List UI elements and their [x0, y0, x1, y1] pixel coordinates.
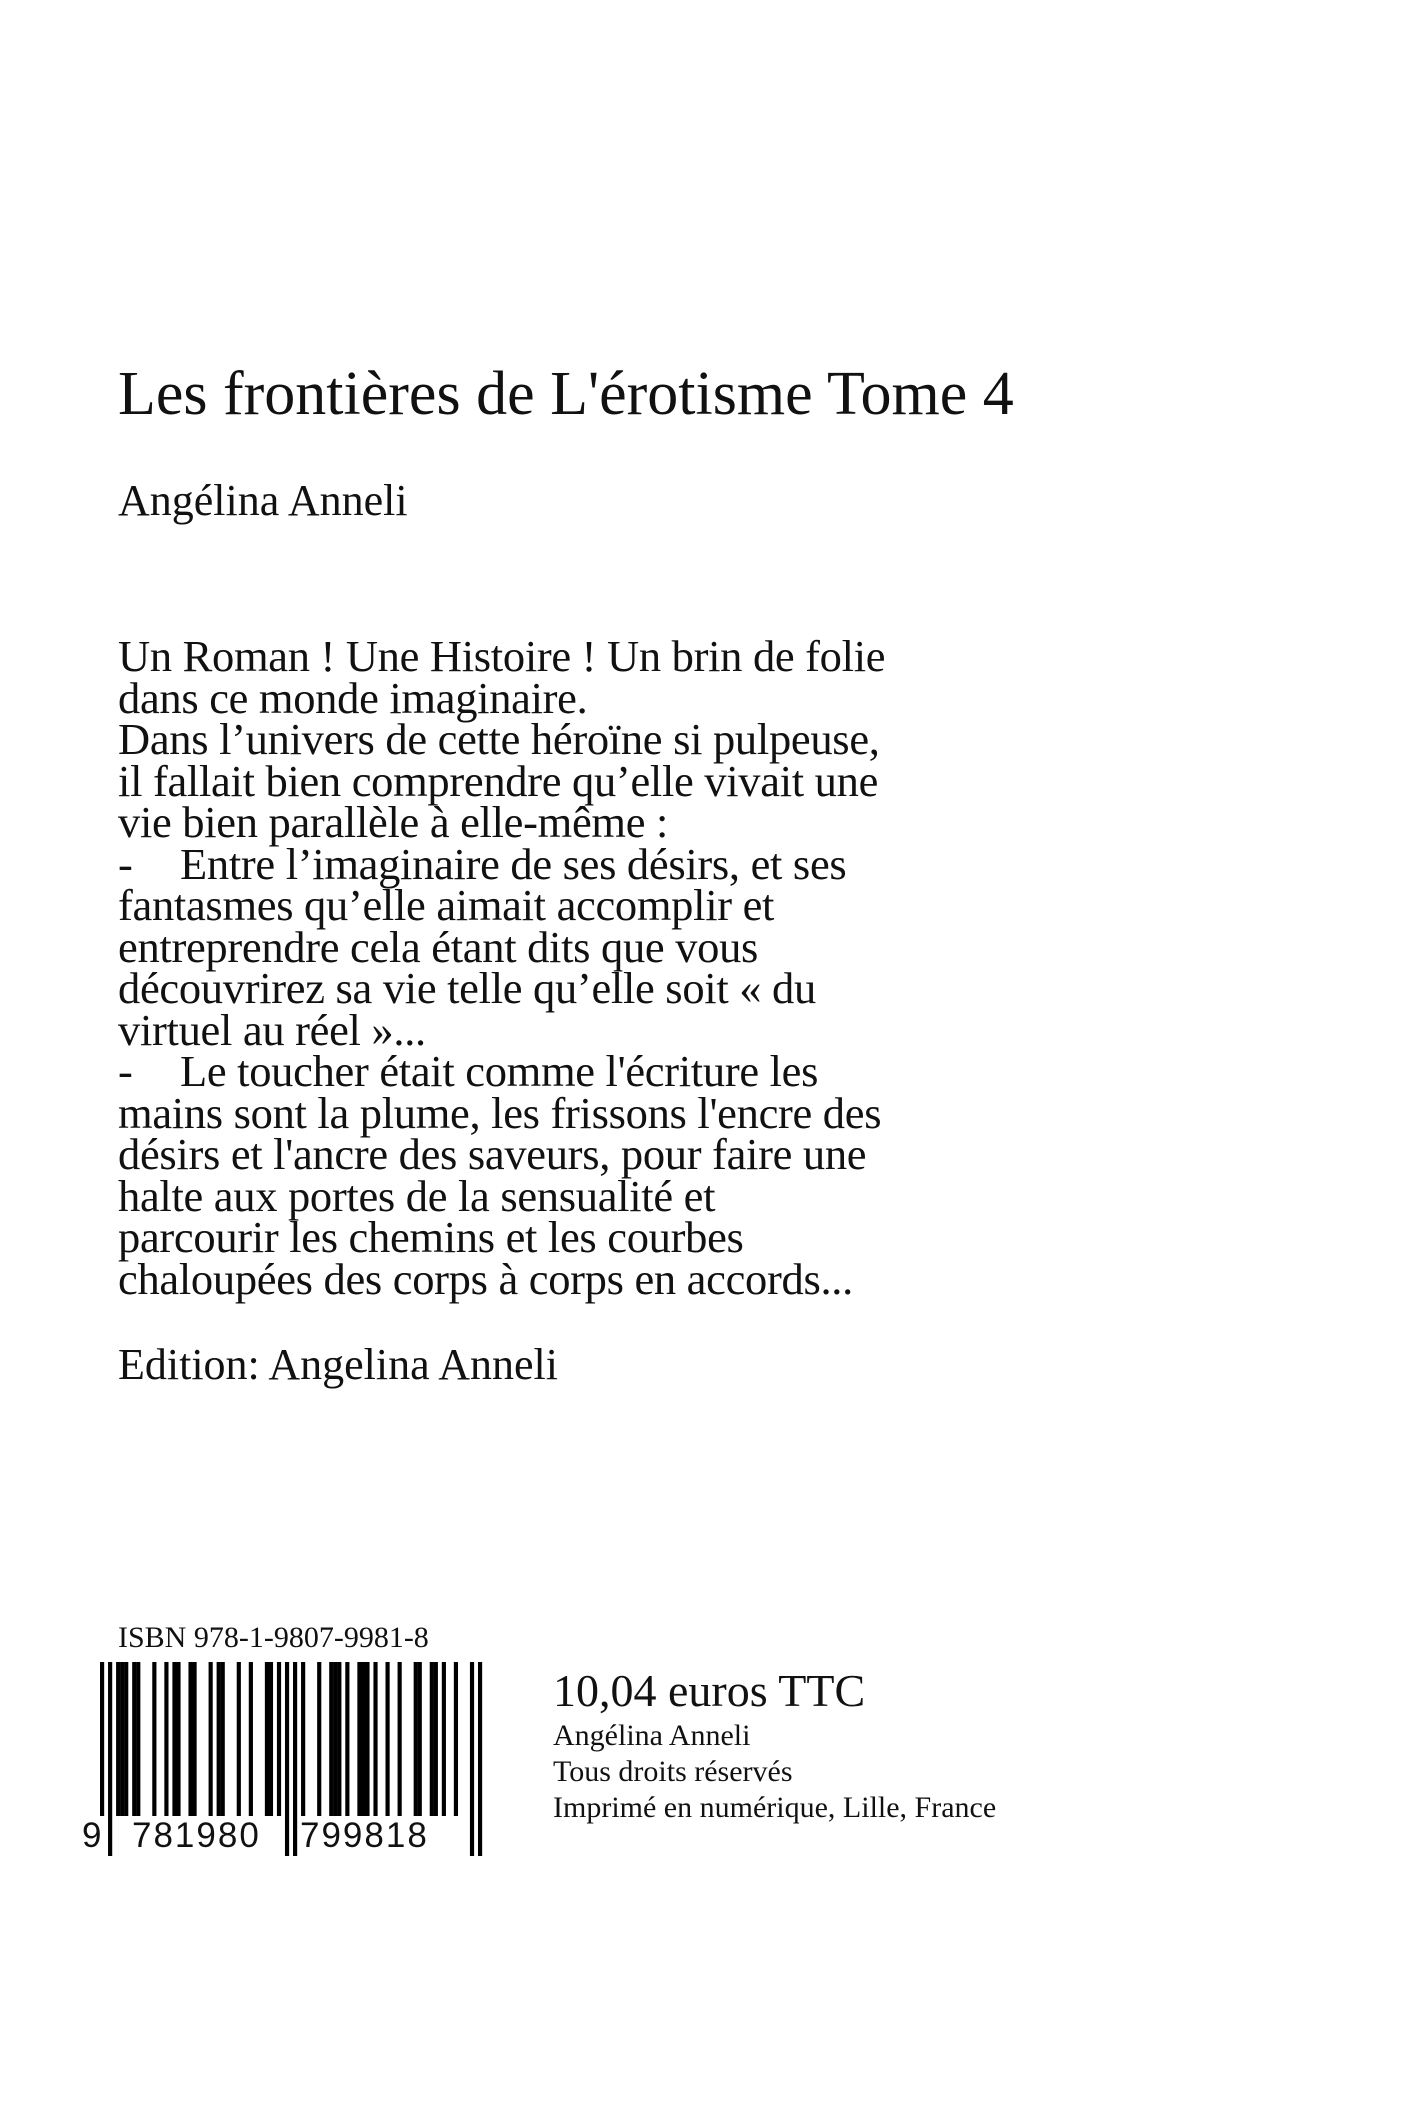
blurb-bullet-line [118, 838, 1118, 889]
barcode-bar [365, 1662, 369, 1816]
blurb-line: fantasmes qu’elle aimait accomplir et [118, 880, 775, 930]
barcode-guard-bar [470, 1662, 474, 1856]
blurb-line: désirs et l'ancre des saveurs, pour faire une [118, 1129, 867, 1179]
book-author: Angélina Anneli [118, 476, 408, 525]
blurb-line: entreprendre cela étant dits que vous [118, 921, 759, 972]
edition-line: Edition: Angelina Anneli [118, 1340, 558, 1389]
barcode-bar [357, 1662, 361, 1816]
price: 10,04 euros TTC [553, 1665, 866, 1716]
bullet-dash: - [118, 838, 133, 889]
barcode-bar [249, 1662, 253, 1816]
barcode-bar [124, 1662, 128, 1816]
barcode-bar [361, 1662, 365, 1816]
blurb-line: découvrirez sa vie telle qu’elle soit « du [118, 963, 816, 1013]
barcode-bar [176, 1662, 180, 1816]
barcode-bar [116, 1662, 120, 1816]
barcode-bar [317, 1662, 321, 1816]
barcode-bar [277, 1662, 281, 1816]
barcode-bar [164, 1662, 168, 1816]
barcode-bar [265, 1662, 269, 1816]
barcode-guard-bar [108, 1662, 112, 1856]
book-title: Les frontières de L'érotisme Tome 4 [118, 360, 1014, 428]
barcode-bar [442, 1662, 446, 1816]
blurb-line: dans ce monde imaginaire. [118, 672, 588, 723]
blurb-line: vie bien parallèle à elle-même : [118, 797, 669, 847]
barcode-bar [152, 1662, 156, 1816]
barcode-bar [333, 1662, 337, 1816]
imprint-author: Angélina Anneli [553, 1719, 751, 1752]
blurb-line: virtuel au réel »... [118, 1004, 426, 1055]
barcode-bar [345, 1662, 349, 1816]
barcode-bar [136, 1662, 140, 1816]
barcode-bar [217, 1662, 221, 1816]
barcode-bar [414, 1662, 418, 1816]
blurb-line: Un Roman ! Une Histoire ! Un brin de folie [118, 631, 886, 681]
isbn-label: ISBN 978-1-9807-9981-8 [118, 1621, 429, 1654]
barcode-bar [329, 1662, 333, 1816]
rights-notice: Tous droits réservés [553, 1755, 793, 1788]
barcode-bar [373, 1662, 377, 1816]
blurb-line: chaloupées des corps à corps en accords... [118, 1253, 853, 1304]
barcode-bar [385, 1662, 389, 1816]
blurb-line: mains sont la plume, les frissons l'encre des [118, 1087, 882, 1138]
barcode-guard-bar [293, 1662, 297, 1856]
barcode-bar [188, 1662, 192, 1816]
blurb-line: parcourir les chemins et les courbes [118, 1212, 744, 1262]
barcode-bar [434, 1662, 438, 1816]
bullet-dash: - [118, 1046, 133, 1096]
back-cover-blurb [118, 631, 1118, 1304]
imprint-block [553, 1664, 996, 1826]
barcode-bar [237, 1662, 241, 1816]
blurb-line: Dans l’univers de cette héroïne si pulpeuse, [118, 714, 880, 764]
barcode-bar [172, 1662, 176, 1816]
blurb-line: il fallait bien comprendre qu’elle vivait une [118, 755, 879, 806]
barcode-bar [120, 1662, 124, 1816]
barcode-bar [337, 1662, 341, 1816]
print-location: Imprimé en numérique, Lille, France [553, 1791, 997, 1824]
barcode-bar [398, 1662, 402, 1816]
blurb-line-text: Entre l’imaginaire de ses désirs, et ses [180, 838, 847, 889]
barcode-bar [269, 1662, 273, 1816]
barcode-guard-bar [478, 1662, 482, 1856]
barcode-digits-left: 781980 [132, 1816, 261, 1855]
barcode-bar [301, 1662, 305, 1816]
barcode-bar [430, 1662, 434, 1816]
barcode-bar [209, 1662, 213, 1816]
blurb-line: halte aux portes de la sensualité et [118, 1170, 716, 1221]
blurb-bullet-line [118, 1046, 1118, 1096]
barcode-guard-bar [285, 1662, 289, 1856]
barcode-bar [221, 1662, 225, 1816]
barcode-bar [418, 1662, 422, 1816]
barcode-bar [454, 1662, 458, 1816]
barcode-bar [192, 1662, 196, 1816]
barcode-digit-first: 9 [82, 1816, 104, 1855]
barcode-bar [132, 1662, 136, 1816]
blurb-line-text: Le toucher était comme l'écriture les [180, 1046, 819, 1096]
barcode-digits-right: 799818 [300, 1816, 429, 1855]
